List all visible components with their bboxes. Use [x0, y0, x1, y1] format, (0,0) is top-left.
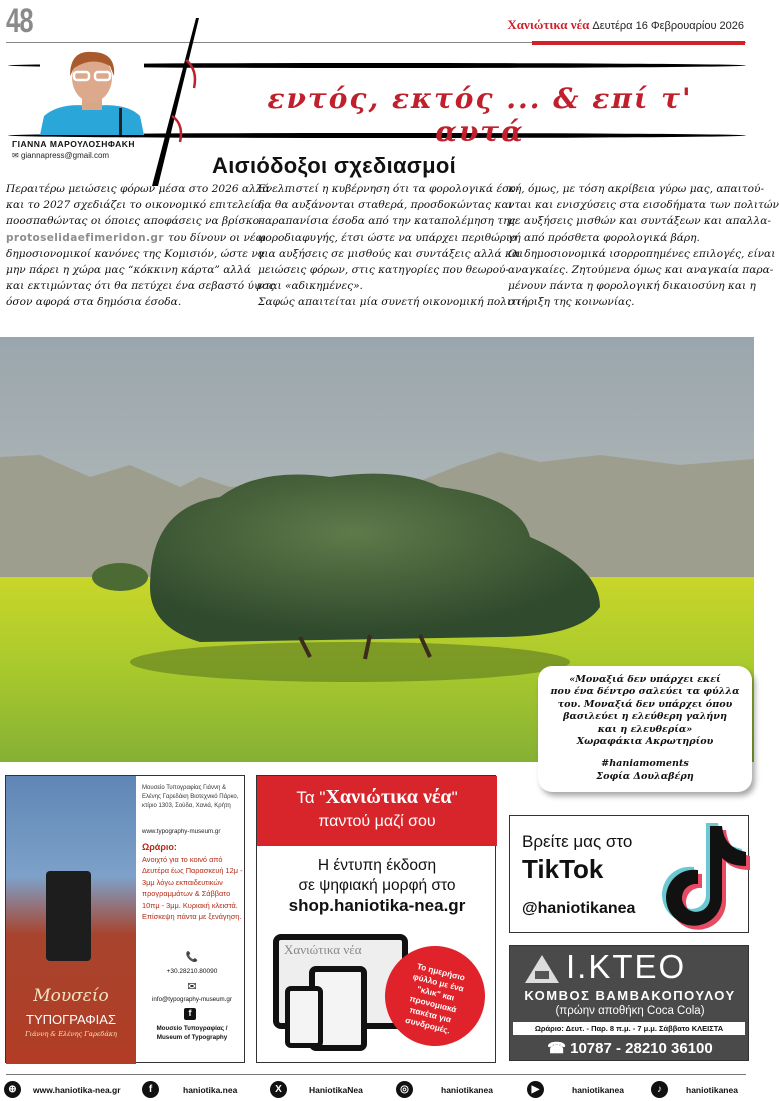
text-line: νται «αδικημένες». — [258, 280, 363, 293]
quote-line: και η ελευθερία» — [597, 723, 693, 735]
text-line: και εκτιμώντας ότι θα πετύχει ένα σεβαστό ύψος — [6, 280, 275, 293]
tiktok-handle: @haniotikanea — [522, 900, 636, 917]
author-email[interactable] — [12, 151, 109, 160]
text-line: δημοσιονομικοί κανόνες της Κομισιόν, ώστε να — [6, 247, 265, 260]
quote-line: του. Μοναξιά δεν υπάρχει όπου — [557, 698, 733, 710]
column-title: εντός, εκτός ... & επί τ' αυτά — [267, 82, 693, 148]
museum-ad[interactable] — [5, 775, 245, 1063]
instagram-icon: ◎ — [396, 1081, 413, 1098]
email-text: giannapress@gmail.com — [20, 151, 110, 160]
mail-icon: ✉ — [12, 151, 21, 160]
kteo-former: (πρώην αποθήκη Coca Cola) — [555, 1005, 705, 1017]
quote-line: Χωραφάκια Ακρωτηρίου — [576, 736, 714, 748]
footer-divider — [6, 1074, 746, 1075]
kteo-hours: Ωράριο: Δευτ. - Παρ. 8 π.μ. - 7 μ.μ. Σάββατο ΚΛΕΙΣΤΑ — [513, 1022, 745, 1035]
author-photo — [40, 46, 144, 135]
text-line: Περαιτέρω μειώσεις φόρων μέσα στο 2026 αλλά — [6, 183, 270, 195]
text-line: παραπανίσια έσοδα από την καταπολέμηση της — [258, 215, 516, 228]
text-line: νται και ενισχύσεις στα εισοδήματα των πολιτών — [508, 199, 779, 212]
phone-icon: ☎ — [547, 1040, 571, 1057]
screen-brand: Χανιώτικα νέα — [284, 942, 362, 957]
mail-icon: ✉ — [187, 981, 197, 993]
ad-text — [257, 856, 497, 916]
kteo-location: ΚΟΜΒΟΣ ΒΑΜΒΑΚΟΠΟΥΛΟΥ — [524, 988, 736, 1003]
author-name: ΓΙΑΝΝΑ ΜΑΡΟΥΛΟΣΗΦΑΚΗ — [12, 139, 136, 149]
footer-facebook[interactable]: f haniotika.nea — [142, 1081, 237, 1098]
museum-phone: +30.28210.80090 — [166, 968, 218, 975]
text-line: μένουν πάντα η φορολογική δικαιοσύνη και η — [508, 280, 756, 293]
text-line: μειώσεις φόρων, στις κατηγορίες που θεωρού- — [258, 264, 509, 277]
kteo-ad[interactable] — [509, 945, 749, 1061]
text-line: κή, όμως, με τόση ακρίβεια γύρω μας, απαιτού- — [508, 183, 765, 195]
text-line: Σαφώς απαιτείται μία συνετή οικονομική πολιτι- — [258, 296, 525, 309]
text-line: με αυξήσεις μισθών και συντάξεων και απαλλα- — [508, 215, 771, 228]
text-line — [6, 230, 267, 246]
warning-triangle-icon — [524, 954, 560, 984]
promo-badge: Το ημερήσιο φύλλο με ένα "κλικ" και προνομιακά πακέτα για συνδρομές. — [374, 935, 495, 1056]
slash-decoration — [150, 18, 200, 186]
page-number: 48 — [6, 2, 33, 40]
hours-title: Ωράριο: — [142, 842, 177, 852]
phone-device-icon — [285, 986, 323, 1048]
quote-line: που ένα δέντρο σαλεύει τα φύλλα — [550, 686, 740, 698]
tiktok-icon: ♪ — [651, 1081, 668, 1098]
tiktok-line-1: Βρείτε μας στο — [522, 832, 633, 851]
museum-email[interactable]: info@typography-museum.gr — [152, 996, 232, 1003]
ad-banner — [257, 776, 497, 846]
banner-line-2: παντού μαζί σου — [318, 813, 436, 830]
museum-web[interactable]: www.typography-museum.gr — [142, 828, 221, 835]
headline: Αισιόδοξοι σχεδιασμοί — [212, 153, 457, 178]
hashtag: #haniamoments — [601, 758, 689, 770]
issue-date: Δευτέρα 16 Φεβρουαρίου 2026 — [592, 20, 744, 32]
text-line: Ενελπιστεί η κυβέρνηση ότι τα φορολογικά έσο- — [258, 183, 520, 195]
digital-edition-ad[interactable] — [256, 775, 496, 1063]
text-line: Οι δημοσιονομικά ισορροπημένες επιλογές, είναι — [508, 247, 776, 260]
text-line: δα θα αυξάνονται σταθερά, προσδοκώντας και — [258, 199, 513, 212]
article-column-1 — [6, 181, 275, 311]
article-column-2 — [258, 181, 525, 311]
footer-tiktok[interactable]: ♪ haniotikanea — [651, 1081, 738, 1098]
article-column-3 — [508, 181, 779, 311]
museum-photo — [6, 776, 136, 1064]
quote-line: «Μοναξιά δεν υπάρχει εκεί — [569, 674, 721, 685]
museum-logo-script: Μουσείο — [33, 986, 109, 1006]
globe-icon: ⊕ — [4, 1081, 21, 1098]
brand-name: Χανιώτικα νέα — [507, 17, 590, 32]
kteo-phone: ☎ 10787 - 28210 36100 — [547, 1040, 713, 1057]
shop-link[interactable]: shop.haniotika-nea.gr — [288, 896, 466, 915]
facebook-icon: f — [142, 1081, 159, 1098]
photo-caption — [538, 666, 752, 792]
facebook-icon: f — [184, 1008, 196, 1020]
tiktok-ad[interactable] — [509, 815, 749, 933]
museum-facebook: Μουσείο Τυπογραφίας / Museum of Typography — [156, 1025, 228, 1041]
footer-x[interactable]: X HaniotikaNea — [270, 1081, 363, 1098]
youtube-icon: ▶ — [527, 1081, 544, 1098]
accent-bar — [532, 41, 745, 45]
text-fragment: του δίνουν οι νέοι — [167, 231, 267, 244]
tiktok-line-2: TikTok — [522, 854, 604, 884]
text-line: μην πάρει η χώρα μας “κόκκινη κάρτα” αλλά — [6, 264, 251, 277]
printing-press — [46, 871, 91, 961]
text-line: γή από πρόσθετα φορολογικά βάρη. — [508, 231, 700, 244]
text-line: αναγκαίες. Ζητούμενα όμως και αναγκαία παρα- — [508, 264, 774, 277]
text-line: όσον αφορά στα δημόσια έσοδα. — [6, 296, 182, 309]
masthead — [507, 17, 744, 33]
text-line: ποοσπαθώντας οι όποιες αποφάσεις να βρίσκο- — [6, 215, 263, 228]
kteo-name: Ι.ΚΤΕΟ — [566, 948, 687, 985]
footer-website[interactable]: ⊕ www.haniotika-nea.gr — [4, 1081, 121, 1098]
phone-icon: 📞 — [185, 952, 199, 963]
banner-line-1: Τα "Χανιώτικα νέα" — [296, 786, 458, 808]
ad-line: σε ψηφιακή μορφή στο — [298, 877, 456, 894]
watermark: protoselidaefimeridon.gr — [6, 231, 164, 244]
museum-address: Μουσείο Τυπογραφίας Γιάννη & Ελένης Γαρεδάκη Βιοτεχνικό Πάρκο, κτίριο 1303, Σούδα, Χανιά, Κρήτη — [142, 785, 239, 809]
photo-credit: Σοφία Δουλαβέρη — [596, 770, 694, 782]
x-icon: X — [270, 1081, 287, 1098]
footer-youtube[interactable]: ▶ haniotikanea — [527, 1081, 624, 1098]
ad-line: Η έντυπη έκδοση — [317, 857, 437, 874]
museum-logo: ΤΥΠΟΓΡΑΦΙΑΣ — [26, 1012, 116, 1027]
tiktok-logo-icon — [660, 818, 750, 930]
museum-hours: Ανοιχτό για το κοινό από Δευτέρα έως Παρασκευή 12μ - 3μμ λόγω εκπαιδευτικών προγραμμάτων & Σάββατο 10πμ - 3μμ. Κυριακή κλειστά. Επίσκεψη πάντα με ξενάγηση. — [142, 855, 243, 922]
museum-logo-sub: Γιάννη & Ελένης Γαρεδάκη — [25, 1030, 117, 1038]
text-line: για αυξήσεις σε μισθούς και συντάξεις αλλά και — [258, 247, 524, 260]
footer-instagram[interactable]: ◎ haniotikanea — [396, 1081, 493, 1098]
text-line: και το 2027 σχεδιάζει το οικονομικό επιτελείο, — [6, 199, 265, 212]
quote-line: βασιλεύει η ελεύθερη γαλήνη — [563, 711, 727, 723]
text-line: στήριξη της κοινωνίας. — [508, 296, 635, 309]
text-line: φοροδιαφυγής, έτσι ώστε να υπάρχει περιθώριο — [258, 231, 517, 244]
